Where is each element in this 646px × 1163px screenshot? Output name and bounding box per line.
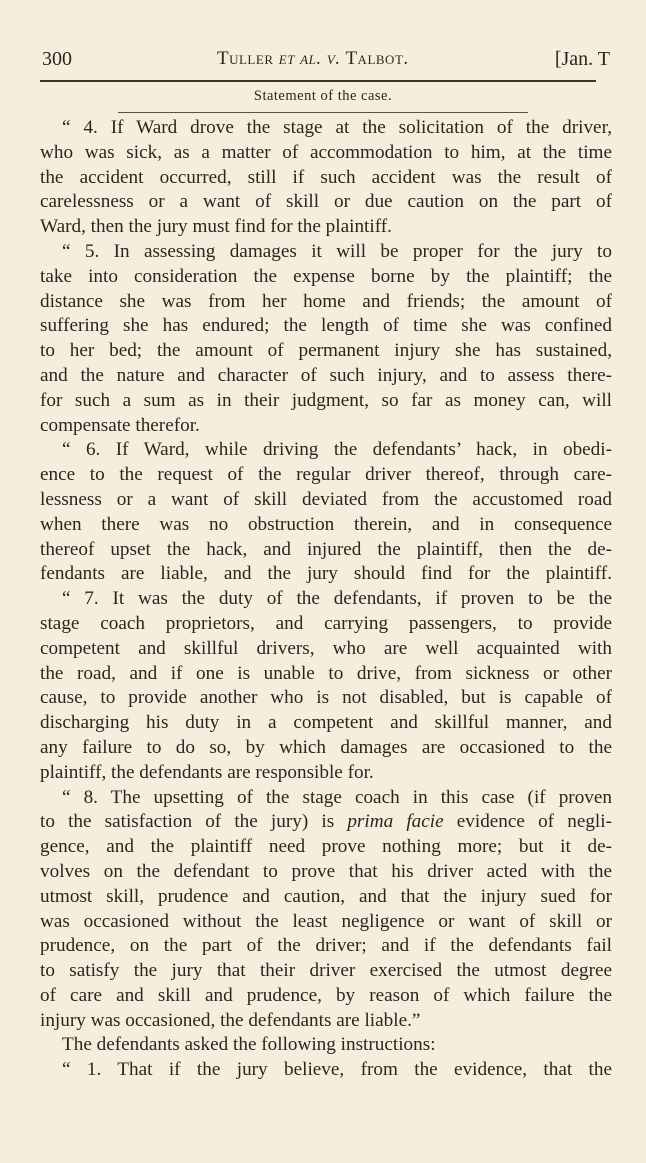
text-line: competent and skillful drivers, who are well acquainted with [40, 637, 612, 659]
term-label: [Jan. T [554, 48, 610, 70]
text-line: distance she was from her home and friends; the amount of [40, 290, 612, 312]
running-title-post: Talbot. [340, 48, 409, 69]
text-line: suffering she has endured; the length of time she was confined [40, 315, 612, 337]
text-line: lessness or a want of skill deviated from the accustomed road [40, 488, 612, 510]
text-line: plaintiff, the defendants are responsible for. [40, 761, 374, 783]
text-line: volves on the defendant to prove that his driver acted with the [40, 860, 612, 882]
header-rule [40, 80, 596, 82]
text-line: to satisfy the jury that their driver exercised the utmost degree [40, 960, 612, 982]
text-line: of care and skill and prudence, by reason of which failure the [40, 984, 612, 1006]
text-line: gence, and the plaintiff need prove nothing more; but it de- [40, 836, 612, 858]
text-line: any failure to do so, by which damages are occasioned to the [40, 736, 612, 758]
text-line: carelessness or a want of skill or due caution on the part of [40, 191, 612, 213]
text-line: for such a sum as in their judgment, so far as money can, will [40, 389, 612, 411]
running-title-italic: et al. v. [278, 48, 341, 69]
text-line: the accident occurred, still if such accident was the result of [40, 166, 612, 188]
text-line: “ 4. If Ward drove the stage at the solicitation of the driver, [62, 117, 612, 138]
text-line: “ 8. The upsetting of the stage coach in this case (if proven [62, 786, 612, 808]
text-line: thereof upset the hack, and injured the plaintiff, then the de- [40, 538, 612, 560]
text-line: the road, and if one is unable to drive, from sickness or other [40, 662, 612, 684]
running-title [217, 48, 409, 70]
text-line: Ward, then the jury must find for the plaintiff. [40, 216, 392, 238]
text-line: cause, to provide another who is not disabled, but is capable of [40, 687, 612, 709]
text-line: to her bed; the amount of permanent injury she has sustained, [40, 340, 612, 362]
running-title-pre: Tuller [217, 48, 279, 69]
page-number: 300 [42, 48, 72, 70]
text-line: utmost skill, prudence and caution, and that the injury sued for [40, 885, 612, 907]
text-line: discharging his duty in a competent and skillful manner, and [40, 712, 612, 734]
text-line: “ 5. In assessing damages it will be proper for the jury to [62, 240, 612, 262]
subheading-rule [118, 112, 528, 113]
text-line: “ 7. It was the duty of the defendants, if proven to be the [62, 588, 612, 610]
text-line [40, 810, 612, 835]
text-line: and the nature and character of such injury, and to assess there- [40, 364, 612, 386]
text-line: compensate therefor. [40, 414, 200, 436]
text-line: “ 1. That if the jury believe, from the evidence, that the [62, 1059, 612, 1081]
running-header [42, 48, 610, 78]
text-line: ence to the request of the regular driver thereof, through care- [40, 464, 612, 486]
text-line: injury was occasioned, the defendants are liable.” [40, 1009, 421, 1031]
text-line-post: evidence of negli- [443, 811, 612, 833]
text-line: fendants are liable, and the jury should find for the plaintiff. [40, 563, 612, 585]
text-line: prudence, on the part of the driver; and if the defendants fail [40, 935, 612, 957]
text-line: was occasioned without the least negligence or want of skill or [40, 910, 612, 932]
body-text [40, 116, 612, 1083]
text-line: “ 6. If Ward, while driving the defendants’ hack, in obedi- [62, 439, 612, 461]
text-line: stage coach proprietors, and carrying passengers, to provide [40, 612, 612, 634]
text-line: The defendants asked the following instructions: [62, 1034, 436, 1056]
text-line: when there was no obstruction therein, and in consequence [40, 513, 612, 535]
text-line-pre: to the satisfaction of the jury) is [40, 811, 348, 833]
text-line: take into consideration the expense borne by the plaintiff; the [40, 265, 612, 287]
italic-phrase: prima facie [347, 811, 444, 833]
section-subheading: Statement of the case. [253, 88, 393, 104]
text-line: who was sick, as a matter of accommodation to him, at the time [40, 141, 612, 163]
